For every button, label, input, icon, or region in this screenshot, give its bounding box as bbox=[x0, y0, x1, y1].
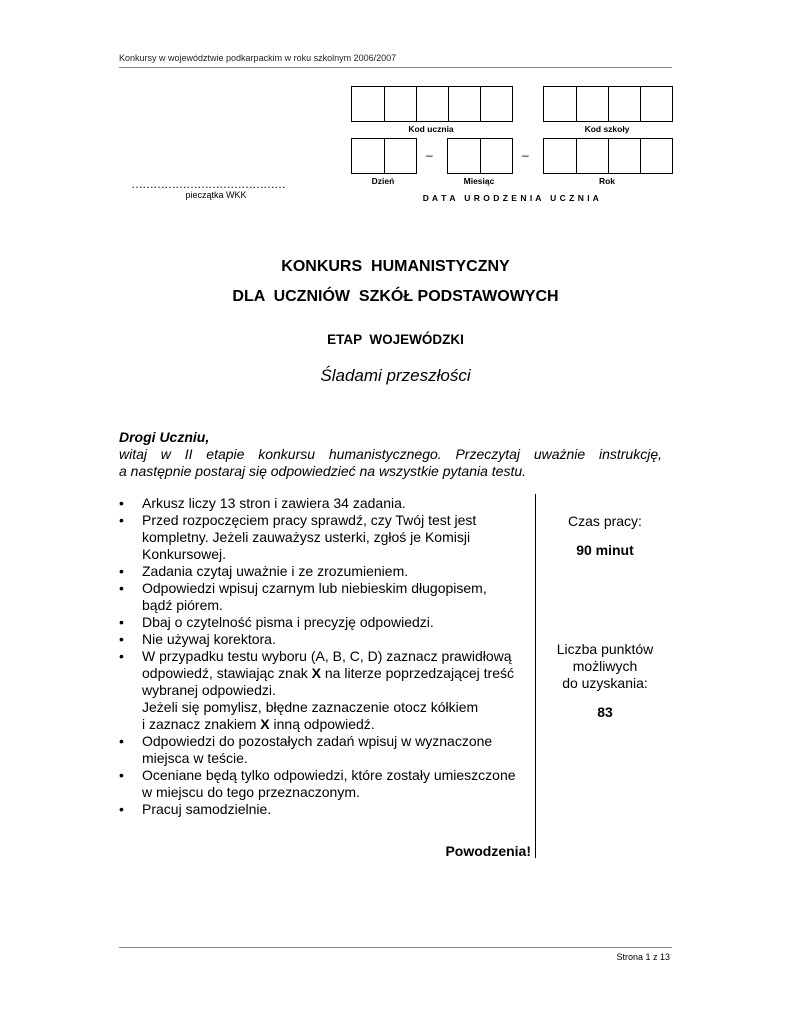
instruction-text: Przed rozpoczęciem pracy sprawdź, czy Twój test jest bbox=[142, 512, 477, 528]
day-cell bbox=[384, 139, 385, 173]
school-code-boxes[interactable] bbox=[543, 86, 673, 122]
list-item bbox=[119, 801, 534, 818]
header-rule bbox=[119, 67, 672, 68]
instruction-text: wybranej odpowiedzi. bbox=[142, 682, 276, 698]
bullet-icon: • bbox=[119, 580, 124, 596]
school-code-cell bbox=[576, 87, 577, 121]
bullet-icon: • bbox=[119, 631, 124, 647]
student-code-cell bbox=[384, 87, 385, 121]
x-mark: X bbox=[311, 665, 321, 681]
contest-title: KONKURS HUMANISTYCZNY bbox=[281, 258, 510, 275]
student-code-boxes[interactable] bbox=[351, 86, 513, 122]
intro-line-2: a następnie postaraj się odpowiedzieć na wszystkie pytania testu. bbox=[119, 463, 527, 479]
stamp-dots: …………………………………… bbox=[131, 177, 285, 191]
list-item bbox=[119, 767, 534, 801]
student-code-cell bbox=[416, 87, 417, 121]
instruction-text: kompletny. Jeżeli zauważysz usterki, zgłoś je Komisji bbox=[142, 529, 471, 545]
page-number: Strona 1 z 13 bbox=[616, 952, 670, 962]
instruction-text: miejsca w teście. bbox=[142, 750, 248, 766]
instruction-text: Pracuj samodzielnie. bbox=[142, 801, 272, 817]
instruction-text: Oceniane będą tylko odpowiedzi, które zostały umieszczone bbox=[142, 767, 516, 783]
bullet-icon: • bbox=[119, 512, 124, 528]
list-item bbox=[119, 648, 534, 733]
points-label-3: do uzyskania: bbox=[562, 675, 648, 691]
list-item bbox=[119, 580, 534, 614]
bullet-icon: • bbox=[119, 614, 124, 630]
contest-subtitle: DLA UCZNIÓW SZKÓŁ PODSTAWOWYCH bbox=[232, 288, 559, 305]
instruction-fragment: na literze poprzedzającej treść bbox=[321, 665, 514, 681]
points-label-1: Liczba punktów bbox=[556, 641, 654, 657]
instruction-text: Dbaj o czytelność pisma i precyzję odpowiedzi. bbox=[142, 614, 434, 630]
school-code-cell bbox=[608, 87, 609, 121]
student-code-label: Kod ucznia bbox=[408, 124, 454, 134]
year-boxes[interactable] bbox=[543, 138, 673, 174]
bullet-icon: • bbox=[119, 563, 124, 579]
instruction-text: Arkusz liczy 13 stron i zawiera 34 zadania. bbox=[142, 495, 406, 511]
instruction-text bbox=[142, 665, 534, 682]
list-item bbox=[119, 512, 534, 563]
stage-title: ETAP WOJEWÓDZKI bbox=[327, 332, 464, 347]
year-cell bbox=[576, 139, 577, 173]
instruction-list bbox=[119, 495, 534, 818]
year-label: Rok bbox=[598, 176, 616, 186]
school-code-label: Kod szkoły bbox=[584, 124, 630, 134]
instruction-text: Jeżeli się pomylisz, błędne zaznaczenie otocz kółkiem bbox=[142, 699, 479, 715]
bullet-icon: • bbox=[119, 648, 124, 664]
column-divider bbox=[535, 494, 536, 858]
points-value: 83 bbox=[597, 704, 613, 720]
day-label: Dzień bbox=[371, 176, 395, 186]
page-header: Konkursy w województwie podkarpackim w roku szkolnym 2006/2007 bbox=[119, 53, 397, 63]
x-mark: X bbox=[260, 716, 270, 732]
bullet-icon: • bbox=[119, 495, 124, 511]
list-item bbox=[119, 614, 534, 631]
theme-title: Śladami przeszłości bbox=[320, 366, 471, 385]
day-boxes[interactable] bbox=[351, 138, 417, 174]
instruction-text: W przypadku testu wyboru (A, B, C, D) zaznacz prawidłową bbox=[142, 648, 512, 664]
list-item bbox=[119, 495, 534, 512]
instruction-text: Konkursowej. bbox=[142, 546, 227, 562]
bullet-icon: • bbox=[119, 801, 124, 817]
instruction-fragment: odpowiedź, stawiając znak bbox=[142, 665, 312, 681]
instruction-text: Nie używaj korektora. bbox=[142, 631, 276, 647]
footer-rule bbox=[119, 947, 672, 948]
instruction-text: bądź piórem. bbox=[142, 597, 223, 613]
school-code-cell bbox=[640, 87, 641, 121]
student-code-cell bbox=[448, 87, 449, 121]
intro-line-1: witaj w II etapie konkursu humanistycznego. Przeczytaj uważnie instrukcję, bbox=[119, 446, 662, 462]
month-label: Miesiąc bbox=[463, 176, 495, 186]
month-boxes[interactable] bbox=[447, 138, 513, 174]
bullet-icon: • bbox=[119, 767, 124, 783]
birth-date-label: D A T A U R O D Z E N I A U C Z N I A bbox=[422, 193, 600, 203]
greeting: Drogi Uczniu, bbox=[119, 429, 210, 445]
list-item bbox=[119, 631, 534, 648]
instruction-text bbox=[142, 716, 534, 733]
instruction-fragment: inną odpowiedź. bbox=[269, 716, 375, 732]
list-item bbox=[119, 563, 534, 580]
date-separator: – bbox=[522, 148, 529, 162]
time-value: 90 minut bbox=[576, 542, 634, 558]
month-cell bbox=[480, 139, 481, 173]
instruction-text: Odpowiedzi wpisuj czarnym lub niebieskim długopisem, bbox=[142, 580, 487, 596]
list-item bbox=[119, 733, 534, 767]
instruction-text: Odpowiedzi do pozostałych zadań wpisuj w wyznaczone bbox=[142, 733, 493, 749]
instruction-text: w miejscu do tego przeznaczonym. bbox=[142, 784, 360, 800]
bullet-icon: • bbox=[119, 733, 124, 749]
date-separator: – bbox=[426, 148, 433, 162]
points-label-2: możliwych bbox=[572, 658, 638, 674]
closing-text: Powodzenia! bbox=[445, 843, 531, 859]
student-code-cell bbox=[480, 87, 481, 121]
year-cell bbox=[640, 139, 641, 173]
time-label: Czas pracy: bbox=[568, 513, 642, 529]
year-cell bbox=[608, 139, 609, 173]
instruction-fragment: i zaznacz znakiem bbox=[142, 716, 261, 732]
stamp-label: pieczątka WKK bbox=[185, 190, 247, 200]
instruction-text: Zadania czytaj uważnie i ze zrozumieniem. bbox=[142, 563, 409, 579]
